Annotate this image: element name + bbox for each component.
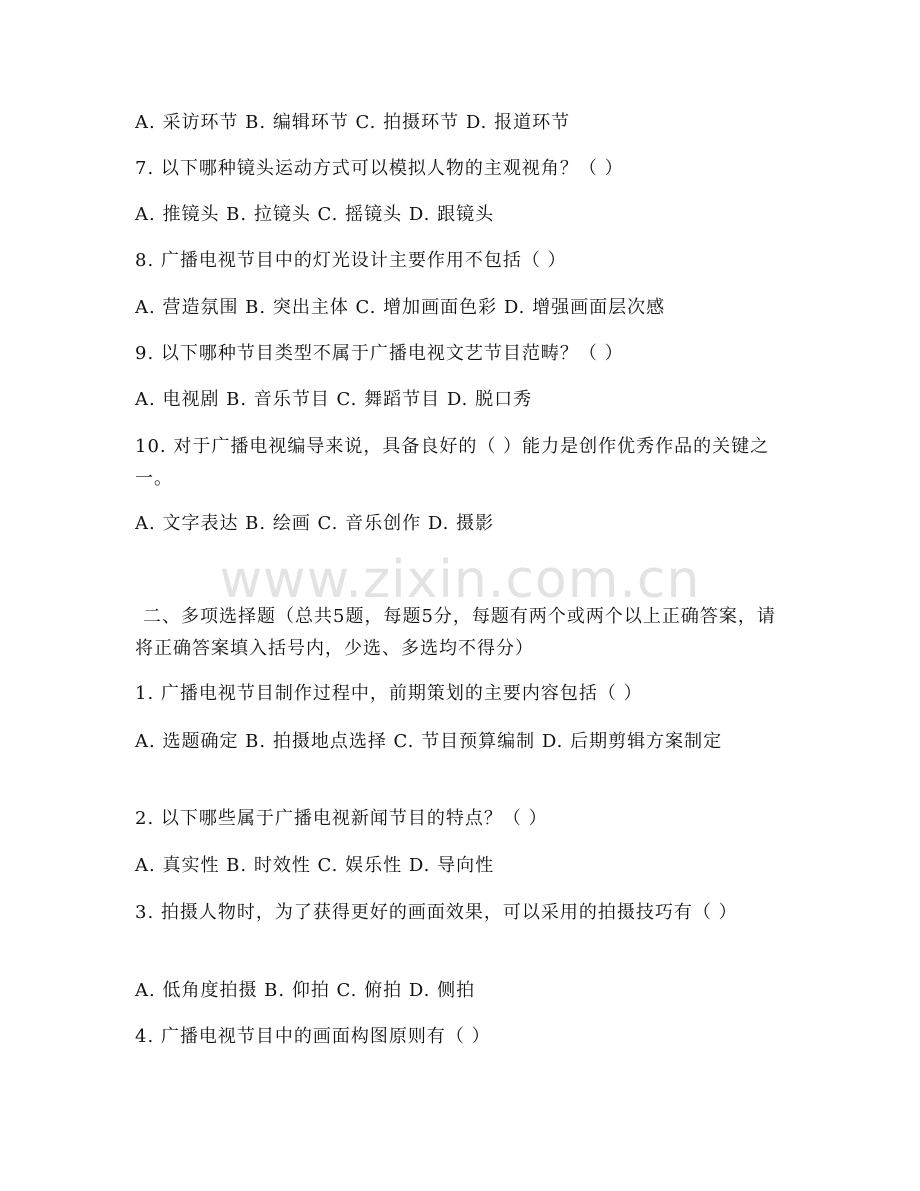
option-line-q10: A. 文字表达 B. 绘画 C. 音乐创作 D. 摄影 [135, 513, 495, 534]
question-10: 10. 对于广播电视编导来说，具备良好的（ ）能力是创作优秀作品的关键之一。 [135, 436, 770, 489]
mc-question-2: 2. 以下哪些属于广播电视新闻节目的特点？（ ） [135, 808, 548, 829]
section-heading-multiple-choice: 二、多项选择题（总共5题，每题5分，每题有两个或两个以上正确答案，请将正确答案填入括号内，少选、多选均不得分） [135, 606, 776, 659]
mc-question-4: 4. 广播电视节目中的画面构图原则有（ ） [135, 1026, 491, 1047]
option-line-q6: A. 采访环节 B. 编辑环节 C. 拍摄环节 D. 报道环节 [135, 112, 571, 133]
watermark: www.zixin.com.cn [219, 550, 701, 610]
question-8: 8. 广播电视节目中的灯光设计主要作用不包括（ ） [135, 250, 567, 271]
option-line-q9: A. 电视剧 B. 音乐节目 C. 舞蹈节目 D. 脱口秀 [135, 389, 533, 410]
mc-question-3: 3. 拍摄人物时，为了获得更好的画面效果，可以采用的拍摄技巧有（ ） [135, 902, 738, 923]
mc-question-1: 1. 广播电视节目制作过程中，前期策划的主要内容包括（ ） [135, 683, 643, 704]
option-line-q7: A. 推镜头 B. 拉镜头 C. 摇镜头 D. 跟镜头 [135, 204, 495, 225]
mc-option-line-1: A. 选题确定 B. 拍摄地点选择 C. 节目预算编制 D. 后期剪辑方案制定 [135, 731, 723, 752]
question-7: 7. 以下哪种镜头运动方式可以模拟人物的主观视角？（ ） [135, 158, 624, 179]
option-line-q8: A. 营造氛围 B. 突出主体 C. 增加画面色彩 D. 增强画面层次感 [135, 297, 666, 318]
mc-option-line-3: A. 低角度拍摄 B. 仰拍 C. 俯拍 D. 侧拍 [135, 980, 476, 1001]
question-9: 9. 以下哪种节目类型不属于广播电视文艺节目范畴？（ ） [135, 343, 624, 364]
mc-option-line-2: A. 真实性 B. 时效性 C. 娱乐性 D. 导向性 [135, 855, 495, 876]
